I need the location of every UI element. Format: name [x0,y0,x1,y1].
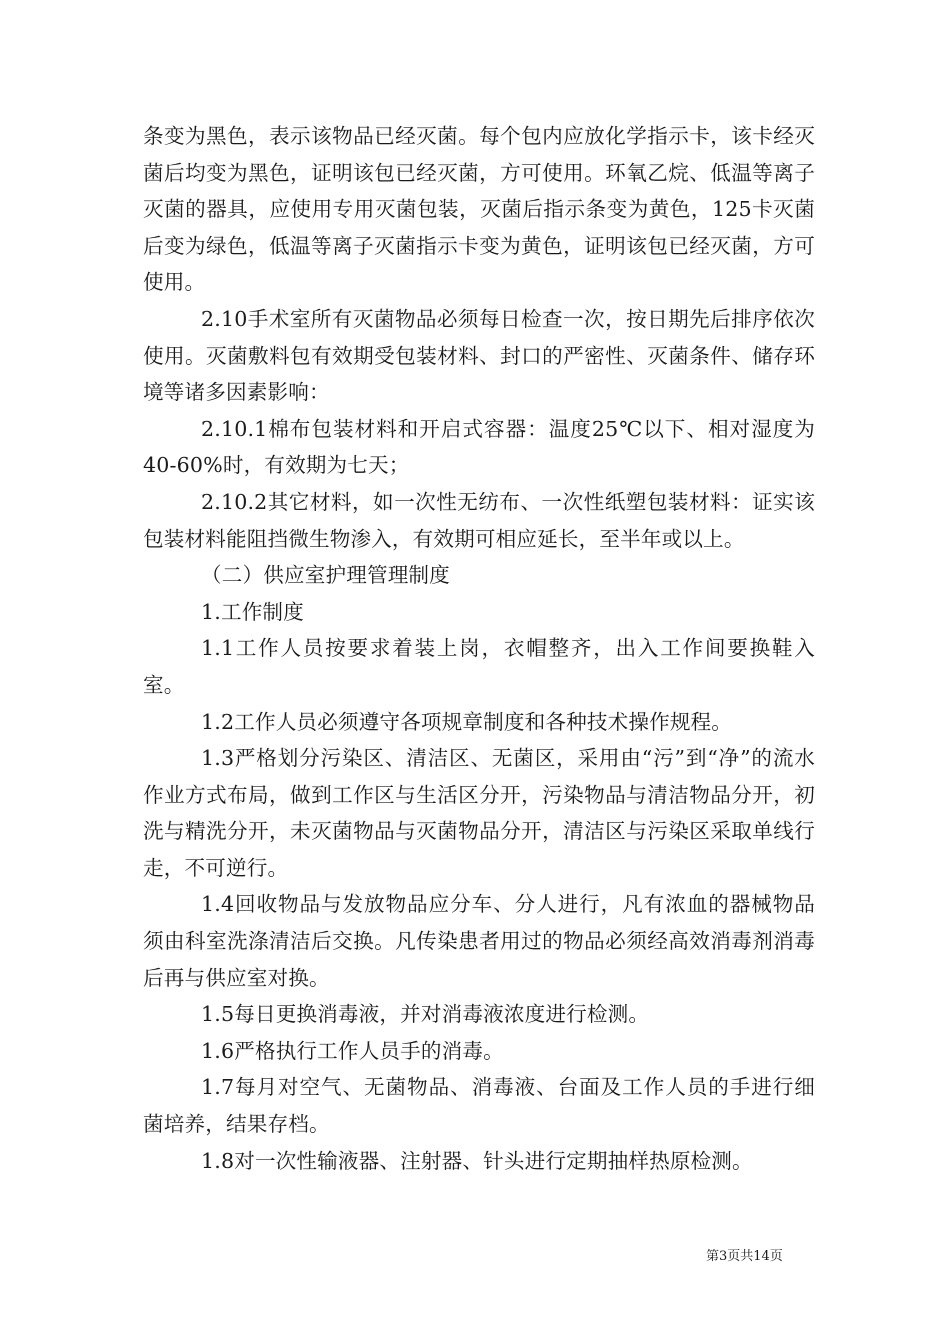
paragraph-1: 条变为黑色，表示该物品已经灭菌。每个包内应放化学指示卡，该卡经灭菌后均变为黑色，证明该包已经灭菌，方可使用。环氧乙烷、低温等离子灭菌的器具，应使用专用灭菌包装，灭菌后指示条变为黄色，125卡灭菌后变为绿色，低温等离子灭菌指示卡变为黄色，证明该包已经灭菌，方可使用。 [143,124,815,295]
paragraph-14: 1.8对一次性输液器、注射器、针头进行定期抽样热原检测。 [201,1148,753,1173]
document-body [143,118,815,1179]
paragraph-3: 2.10.1棉布包装材料和开启式容器：温度25℃以下、相对湿度为40-60%时，有效期为七天； [143,416,815,478]
paragraph-7: 1.1工作人员按要求着装上岗，衣帽整齐，出入工作间要换鞋入室。 [143,636,815,697]
paragraph-4: 2.10.2其它材料，如一次性无纺布、一次性纸塑包装材料：证实该包装材料能阻挡微生物渗入，有效期可相应延长，至半年或以上。 [143,489,815,551]
paragraph-13: 1.7每月对空气、无菌物品、消毒液、台面及工作人员的手进行细菌培养，结果存档。 [143,1075,815,1137]
paragraph-8: 1.2工作人员必须遵守各项规章制度和各种技术操作规程。 [201,709,733,734]
page-number: 第3页共14页 [706,1249,783,1264]
paragraph-10: 1.4回收物品与发放物品应分车、分人进行，凡有浓血的器械物品须由科室洗涤清洁后交换。凡传染患者用过的物品必须经高效消毒剂消毒后再与供应室对换。 [143,892,815,990]
subsection-heading: 1.工作制度 [201,599,304,624]
paragraph-9: 1.3严格划分污染区、清洁区、无菌区，采用由“污”到“净”的流水作业方式布局，做到工作区与生活区分开，污染物品与清洁物品分开，初洗与精洗分开，未灭菌物品与灭菌物品分开，清洁区与污染区采取单线行走，不可逆行。 [143,746,815,880]
section-heading: （二）供应室护理管理制度 [201,563,450,588]
paragraph-11: 1.5每日更换消毒液，并对消毒液浓度进行检测。 [201,1002,650,1027]
paragraph-2: 2.10手术室所有灭菌物品必须每日检查一次，按日期先后排序依次使用。灭菌敷料包有效期受包装材料、封口的严密性、灭菌条件、储存环境等诸多因素影响： [143,306,815,405]
paragraph-12: 1.6严格执行工作人员手的消毒。 [201,1038,504,1063]
